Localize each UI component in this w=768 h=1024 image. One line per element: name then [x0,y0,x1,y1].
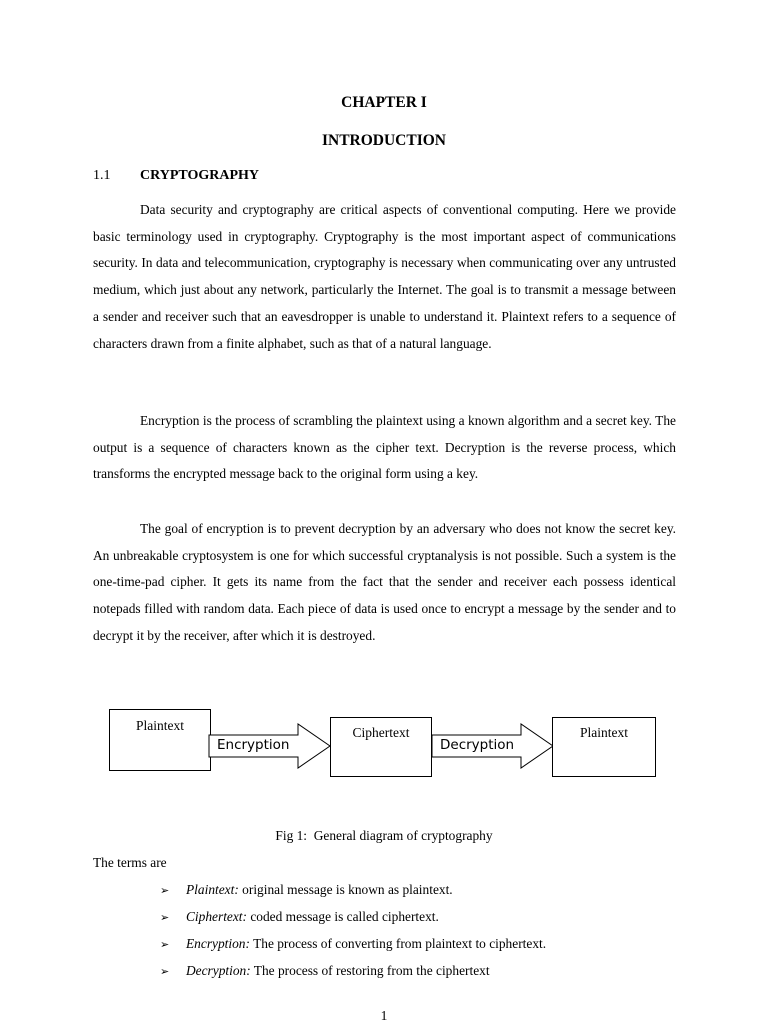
term-item [160,882,453,898]
term-item [160,963,490,979]
diagram-box-plaintext-input: Plaintext [109,709,211,771]
term-name: Ciphertext: [186,909,247,924]
chapter-label: CHAPTER I [341,94,427,111]
section-heading [93,168,259,184]
section-number: 1.1 [93,168,111,183]
diagram-box-plaintext-output: Plaintext [552,717,656,777]
diagram-box-ciphertext: Ciphertext [330,717,432,777]
arrow-bullet-icon: ➢ [160,938,170,951]
term-name: Decryption: [186,963,251,978]
arrow-bullet-icon: ➢ [160,884,170,897]
encryption-label: Encryption [217,737,290,753]
chapter-title: INTRODUCTION [321,132,446,149]
terms-intro: The terms are [93,855,167,870]
paragraph-3: The goal of encryption is to prevent decryption by an adversary who does not know the secret key. An unbreakable cryptosystem is one for which successful cryptanalysis is not possible. Such a system is the one-time-pad cipher. It gets its name from the fact that the sender and receiver each possess identical notepads filled with random data. Each piece of data is used once to encrypt a message by the sender and to decrypt it by the receiver, after which it is destroyed. [93,521,676,643]
section-title: CRYPTOGRAPHY [140,168,260,183]
term-description: The process of converting from plaintext to ciphertext. [249,936,547,951]
term-description: The process of restoring from the ciphertext [250,963,490,978]
term-name: Plaintext: [186,882,239,897]
arrow-bullet-icon: ➢ [160,965,170,978]
paragraph-2: Encryption is the process of scrambling the plaintext using a known algorithm and a secret key. The output is a sequence of characters known as the cipher text. Decryption is the reverse process, which transforms the encrypted message back to the original form using a key. [93,413,676,482]
term-item [160,909,439,925]
term-item [160,936,546,952]
decryption-label: Decryption [440,737,515,753]
term-description: coded message is called ciphertext. [246,909,439,924]
term-name: Encryption: [186,936,250,951]
page-number: 1 [380,1008,388,1023]
paragraph-1: Data security and cryptography are critical aspects of conventional computing. Here we provide basic terminology used in cryptography. Cryptography is the most important aspect of communications security. In data and telecommunication, cryptography is necessary when communicating over any untrusted medium, which just about any network, particularly the Internet. The goal is to transmit a message between a sender and receiver such that an eavesdropper is unable to understand it. Plaintext refers to a sequence of characters drawn from a finite alphabet, such as that of a natural language. [93,202,676,351]
term-description: original message is known as plaintext. [238,882,453,897]
arrow-bullet-icon: ➢ [160,911,170,924]
figure-caption: Fig 1: General diagram of cryptography [275,828,493,843]
